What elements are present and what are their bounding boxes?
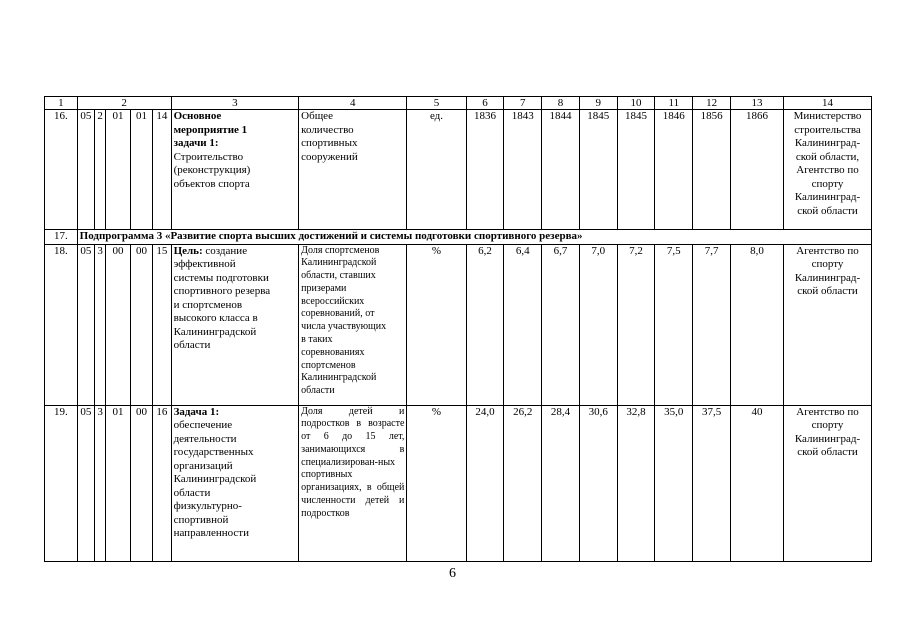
header-cell: 2 [77, 97, 171, 110]
unit-cell: % [407, 244, 466, 405]
goal-cell [171, 244, 299, 405]
value-cell: 1836 [466, 110, 504, 230]
value-cell: 7,7 [693, 244, 731, 405]
code-cell: 01 [106, 110, 131, 230]
header-cell: 13 [730, 97, 783, 110]
code-cell: 00 [130, 244, 152, 405]
header-cell: 4 [299, 97, 407, 110]
value-cell: 6,4 [504, 244, 542, 405]
table-row-16 [45, 110, 872, 230]
value-cell: 8,0 [730, 244, 783, 405]
measure-name-text: Строительство (реконструкция) объектов спорта [173, 150, 251, 190]
program-table [44, 96, 872, 562]
header-cell: 3 [171, 97, 299, 110]
table-row-19 [45, 405, 872, 561]
value-cell: 30,6 [579, 405, 617, 561]
value-cell: 6,2 [466, 244, 504, 405]
value-cell: 1856 [693, 110, 731, 230]
value-cell: 28,4 [542, 405, 580, 561]
code-cell: 01 [130, 110, 152, 230]
value-cell: 7,0 [579, 244, 617, 405]
code-cell: 05 [77, 405, 94, 561]
header-cell: 5 [407, 97, 466, 110]
code-cell: 01 [106, 405, 131, 561]
code-cell: 05 [77, 244, 94, 405]
row-number: 17. [45, 230, 78, 245]
code-cell: 00 [130, 405, 152, 561]
value-cell: 1846 [655, 110, 693, 230]
value-cell: 7,2 [617, 244, 655, 405]
code-cell: 3 [95, 244, 106, 405]
value-cell: 26,2 [504, 405, 542, 561]
responsible-cell: Министерство строительства Калининград- ской области, Агентство по спорту Калининград- ской области [784, 110, 872, 230]
goal-label: Цель: [173, 244, 203, 257]
header-cell: 7 [504, 97, 542, 110]
goal-text: создание эффективной системы подготовки спортивного резерва и спортсменов высокого класса в Калининградской области [173, 244, 271, 351]
header-cell: 10 [617, 97, 655, 110]
code-cell: 00 [106, 244, 131, 405]
indicator-cell: Доля спортсменов Калининградской области, ставших призерами всероссийских соревнований, от числа участвующих в таких соревнованиях спортсменов Калининградской области [299, 244, 407, 405]
row-number: 16. [45, 110, 78, 230]
header-cell: 12 [693, 97, 731, 110]
value-cell: 1843 [504, 110, 542, 230]
code-cell: 2 [95, 110, 106, 230]
header-cell: 1 [45, 97, 78, 110]
value-cell: 1845 [579, 110, 617, 230]
value-cell: 40 [730, 405, 783, 561]
value-cell: 1844 [542, 110, 580, 230]
value-cell: 35,0 [655, 405, 693, 561]
page-number: 6 [449, 566, 456, 581]
code-cell: 3 [95, 405, 106, 561]
value-cell: 7,5 [655, 244, 693, 405]
unit-cell: % [407, 405, 466, 561]
table-row-18 [45, 244, 872, 405]
code-cell: 16 [153, 405, 171, 561]
row-number: 19. [45, 405, 78, 561]
measure-name-cell [171, 110, 299, 230]
table-row-17 [45, 230, 872, 245]
value-cell: 32,8 [617, 405, 655, 561]
value-cell: 24,0 [466, 405, 504, 561]
responsible-cell: Агентство по спорту Калининград- ской области [784, 405, 872, 561]
code-cell: 05 [77, 110, 94, 230]
indicator-cell: Доля детей и подростков в возрасте от 6 до 15 лет, занимающихся в специализирован-ных спортивных организациях, в общей численности детей и подростков [299, 405, 407, 561]
header-cell: 8 [542, 97, 580, 110]
value-cell: 1845 [617, 110, 655, 230]
header-cell: 6 [466, 97, 504, 110]
value-cell: 37,5 [693, 405, 731, 561]
measure-name-bold: Основное мероприятие 1 задачи 1: [173, 110, 248, 149]
task-label: Задача 1: [173, 405, 220, 418]
task-cell [171, 405, 299, 561]
code-cell: 15 [153, 244, 171, 405]
task-text: обеспечение деятельности государственных организаций Калининградской области физкультурно- спортивной направленности [173, 419, 257, 539]
responsible-cell: Агентство по спорту Калининград- ской области [784, 244, 872, 405]
code-cell: 14 [153, 110, 171, 230]
subprogram-title: Подпрограмма 3 «Развитие спорта высших достижений и системы подготовки спортивного резерва» [77, 230, 871, 245]
header-cell: 14 [784, 97, 872, 110]
value-cell: 1866 [730, 110, 783, 230]
header-cell: 9 [579, 97, 617, 110]
header-cell: 11 [655, 97, 693, 110]
indicator-cell: Общее количество спортивных сооружений [299, 110, 407, 230]
value-cell: 6,7 [542, 244, 580, 405]
row-number: 18. [45, 244, 78, 405]
column-number-row [45, 97, 872, 110]
unit-cell: ед. [407, 110, 466, 230]
